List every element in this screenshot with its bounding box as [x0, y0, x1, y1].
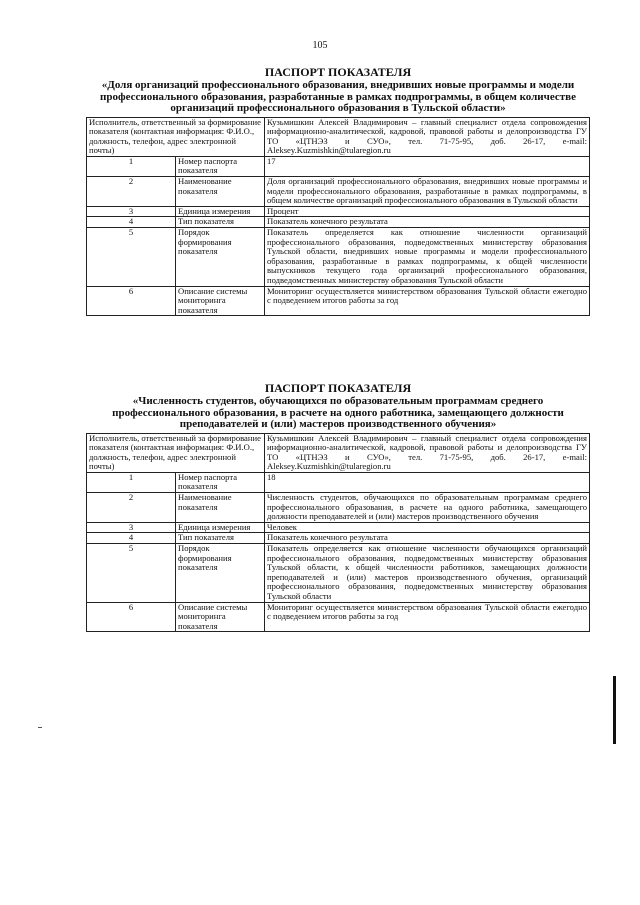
- row-label: Порядок формирования показателя: [176, 228, 265, 287]
- passport-title: ПАСПОРТ ПОКАЗАТЕЛЯ: [264, 65, 412, 79]
- passport-table: [86, 433, 590, 633]
- row-label: Тип показателя: [176, 533, 265, 544]
- row-number: 2: [87, 493, 176, 523]
- row-value: Показатель конечного результата: [265, 533, 590, 544]
- row-number: 3: [87, 206, 176, 217]
- row-value: Показатель определяется как отношение численности организаций профессионального образования, подведомственных министерству образования Тульской области, внедривших новые программы и модели профессионального образования, разработанные в рамках подпрограммы, к общей численности выпускников текущего года организаций профессионального образования, подведомственных министерству образования Тульской области: [265, 228, 590, 287]
- row-number: 6: [87, 286, 176, 316]
- row-label: Номер паспорта показателя: [176, 472, 265, 492]
- table-row: [87, 522, 590, 533]
- row-label: Наименование показателя: [176, 177, 265, 207]
- table-row: [87, 286, 590, 316]
- table-row: [87, 177, 590, 207]
- row-number: 4: [87, 533, 176, 544]
- passport-subtitle: «Доля организаций профессионального образования, внедривших новые программы и модели профессионального образования, разработанные в рамках подпрограммы, в общем количестве организаций профессионального образования в Тульской области»: [100, 79, 576, 114]
- table-row: [87, 217, 590, 228]
- scan-margin-mark: [38, 727, 42, 728]
- passport-table: [86, 117, 590, 317]
- row-number: 4: [87, 217, 176, 228]
- passport-section-1: [86, 66, 590, 316]
- row-value: Процент: [265, 206, 590, 217]
- row-number: 3: [87, 522, 176, 533]
- executor-row: [87, 433, 590, 472]
- executor-value: Кузьмишкин Алексей Владимирович – главный специалист отдела сопровождения информационно-аналитической, кадровой, правовой работы и делопроизводства ГУ ТО «ЦТНЭЗ и СУО», тел. 71-75-95, доб. 26-17, e-mail: Aleksey.Kuzmishkin@tularegion.ru: [265, 433, 590, 472]
- row-label: Описание системы мониторинга показателя: [176, 602, 265, 632]
- row-value: Численность студентов, обучающихся по образовательным программам среднего профессионального образования, в расчете на одного работника, замещающего должности преподавателей и (или) мастеров производственного обучения: [265, 493, 590, 523]
- executor-label: Исполнитель, ответственный за формирование показателя (контактная информация: Ф.И.О., должность, телефон, адрес электронной почты): [87, 117, 265, 156]
- executor-row: [87, 117, 590, 156]
- row-label: Описание системы мониторинга показателя: [176, 286, 265, 316]
- row-value: 17: [265, 156, 590, 176]
- row-label: Единица измерения: [176, 206, 265, 217]
- table-row: [87, 533, 590, 544]
- row-label: Тип показателя: [176, 217, 265, 228]
- row-value: Показатель определяется как отношение численности обучающихся организаций профессионального образования, подведомственных министерству образования Тульской области, к общей численности работников, замещающих должности преподавателей и (или) мастеров производственного обучения, организаций профессионального образования, подведомственных министерству образования Тульской области: [265, 544, 590, 603]
- executor-label: Исполнитель, ответственный за формирование показателя (контактная информация: Ф.И.О., должность, телефон, адрес электронной почты): [87, 433, 265, 472]
- page-number: 105: [312, 40, 328, 51]
- table-row: [87, 228, 590, 287]
- row-number: 1: [87, 156, 176, 176]
- row-value: Мониторинг осуществляется министерством образования Тульской области ежегодно с подведением итогов работы за год: [265, 286, 590, 316]
- row-value: Мониторинг осуществляется министерством образования Тульской области ежегодно с подведением итогов работы за год: [265, 602, 590, 632]
- table-row: [87, 602, 590, 632]
- row-value: Показатель конечного результата: [265, 217, 590, 228]
- row-number: 5: [87, 544, 176, 603]
- row-label: Наименование показателя: [176, 493, 265, 523]
- passport-section-2: [86, 382, 590, 632]
- row-number: 6: [87, 602, 176, 632]
- row-value: 18: [265, 472, 590, 492]
- row-value: Человек: [265, 522, 590, 533]
- row-number: 1: [87, 472, 176, 492]
- row-label: Порядок формирования показателя: [176, 544, 265, 603]
- row-number: 2: [87, 177, 176, 207]
- passport-subtitle: «Численность студентов, обучающихся по образовательным программам среднего профессионального образования, в расчете на одного работника, замещающего должности преподавателей и (или) мастеров производственного обучения»: [112, 395, 564, 430]
- table-row: [87, 156, 590, 176]
- scan-margin-bar: [613, 676, 616, 744]
- row-value: Доля организаций профессионального образования, внедривших новые программы и модели профессионального образования, разработанные в рамках подпрограммы, в общем количестве организаций профессионального образования в Тульской области: [265, 177, 590, 207]
- passport-title: ПАСПОРТ ПОКАЗАТЕЛЯ: [264, 381, 412, 395]
- table-row: [87, 544, 590, 603]
- row-number: 5: [87, 228, 176, 287]
- executor-value: Кузьмишкин Алексей Владимирович – главный специалист отдела сопровождения информационно-аналитической, кадровой, правовой работы и делопроизводства ГУ ТО «ЦТНЭЗ и СУО», тел. 71-75-95, доб. 26-17, e-mail: Aleksey.Kuzmishkin@tularegion.ru: [265, 117, 590, 156]
- table-row: [87, 472, 590, 492]
- row-label: Единица измерения: [176, 522, 265, 533]
- table-row: [87, 206, 590, 217]
- table-row: [87, 493, 590, 523]
- row-label: Номер паспорта показателя: [176, 156, 265, 176]
